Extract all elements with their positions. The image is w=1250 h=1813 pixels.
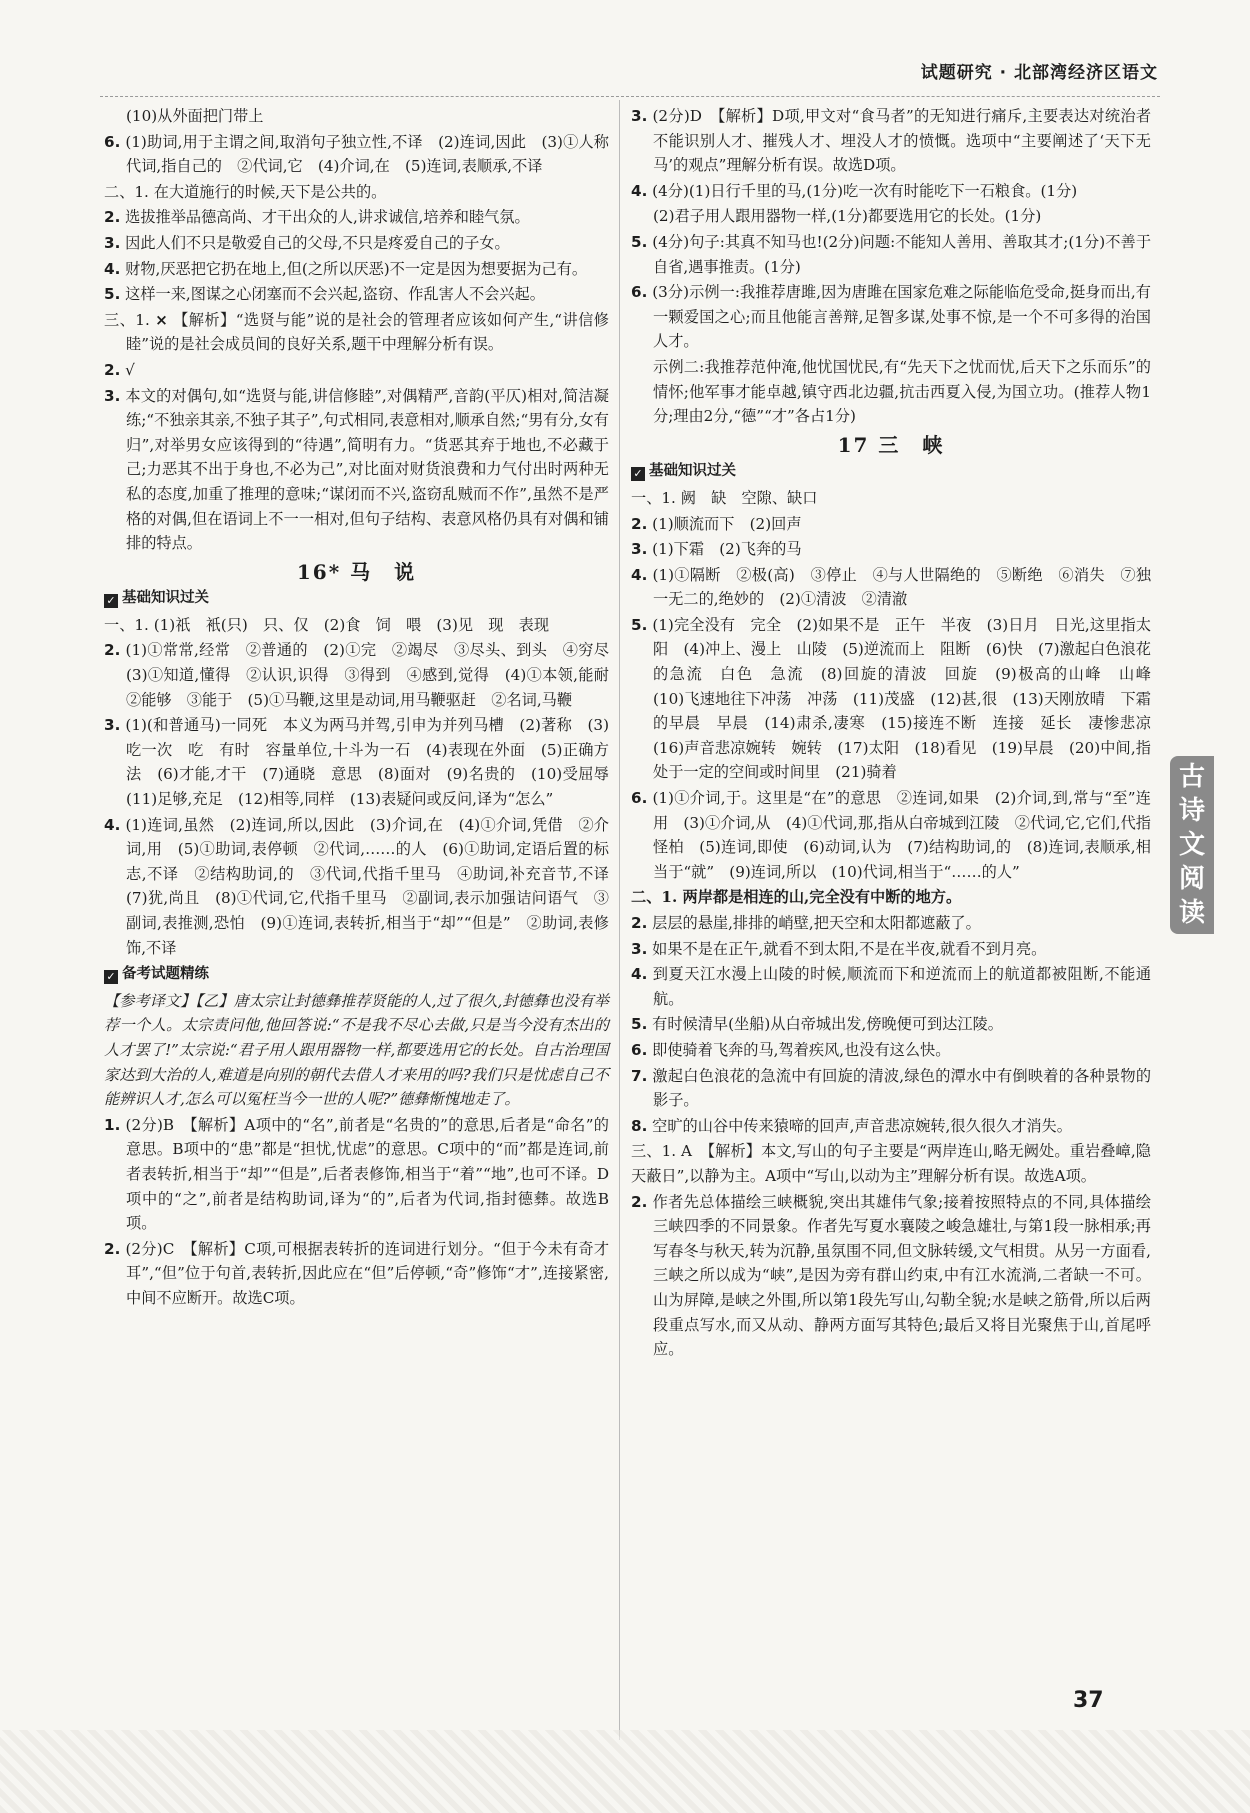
item-number: 3. <box>104 716 121 735</box>
section-title: 16* 马 说 <box>296 559 417 584</box>
right-column <box>631 104 1167 1363</box>
answer-item <box>631 563 1151 612</box>
item-number: 7. <box>631 1066 648 1085</box>
answer-item <box>104 358 609 383</box>
item-text: 财物,厌恶把它扔在地上,但(之所以厌恶)不一定是因为想要据为己有。 <box>125 259 588 278</box>
item-number: 6. <box>631 283 648 302</box>
item-text: (2分)B 【解析】A项中的“名”,前者是“名贵的”的意思,后者是“命名”的意思。B项中的“患”都是“担忧,忧虑”的意思。C项中的“而”都是连词,前者表转折,相当于“却”“但是”,后者表修饰,相当于“着”“地”,也可不译。D项中的“之”,前者是结构助词,译为“的”,后者为代词,指封德彝。故选B项。 <box>125 1115 609 1233</box>
item-text: 本文的对偶句,如“选贤与能,讲信修睦”,对偶精严,音韵(平仄)相对,简洁凝练;“不独亲其亲,不独子其子”,句式相同,表意相对,顺承自然;“男有分,女有归”,对举男女应该得到的“待遇”,简明有力。“货恶其弃于地也,不必藏于己;力恶其不出于身也,不必为己”,对比面对财货浪费和力气付出时两种无私的态度,加重了推理的意味;“谋闭而不兴,盗窃乱贼而不作”,虽然不是严格的对偶,但在语词上不一一相对,但句子结构、表意风格仍具有对偶和铺排的特点。 <box>125 386 609 553</box>
section-side-tab <box>1170 756 1214 934</box>
answer-item <box>104 282 609 307</box>
item-text: (4分)(1)日行千里的马,(1分)吃一次有时能吃下一石粮食。(1分) <box>652 181 1078 200</box>
answer-item <box>631 537 1151 562</box>
answer-item <box>631 1190 1151 1362</box>
item-text: 激起白色浪花的急流中有回旋的清波,绿色的潭水中有倒映着的各种景物的影子。 <box>652 1066 1152 1110</box>
answer-item <box>631 786 1151 884</box>
item-text: (1)①常常,经常 ②普通的 (2)①完 ②竭尽 ③尽头、到头 ④穷尽 (3)①知道,懂得 ②认识,识得 ③得到 ④感到,觉得 (4)①本领,能耐 ②能够 ③能于 (5)①马鞭,这里是动词,用马鞭驱赶 ②名词,马鞭 <box>125 641 625 709</box>
item-number: 5. <box>104 285 121 304</box>
item-number: 4. <box>104 259 121 278</box>
item-text: (1)完全没有 完全 (2)如果不是 正午 半夜 (3)日月 日光,这里指太阳 (4)冲上、漫上 山陵 (5)逆流而上 阻断 (6)快 (7)激起白色浪花的急流 白色 急流 (8)回旋的清波 回旋 (9)极高的山峰 山峰 (10)飞速地往下冲荡 冲荡 (11)茂盛 (12)甚,很 (13)天刚放晴 下霜的早晨 早晨 (14)肃杀,凄寒 (15)接连不断 连接 延长 凄惨悲凉 (16)声音悲凉婉转 婉转 (17)太阳 (18)看见 (19)早晨 (20)中间,指处于一定的空间或时间里 (21)骑着 <box>652 615 1167 782</box>
answer-item <box>104 638 625 712</box>
subheading <box>104 586 609 611</box>
item-number: 2. <box>631 1192 648 1211</box>
answer-item <box>631 1064 1151 1113</box>
item-number: 5. <box>631 615 648 634</box>
item-text: 这样一来,图谋之心闭塞而不会兴起,盗窃、作乱害人不会兴起。 <box>125 285 545 304</box>
answer-item: 二、1. 在大道施行的时候,天下是公共的。 <box>104 182 387 201</box>
subheading-text: 基础知识过关 <box>649 463 736 480</box>
item-number: 2. <box>104 1239 121 1258</box>
item-number: 2. <box>631 914 648 932</box>
answer-item <box>104 813 625 961</box>
footer-pattern <box>0 1730 1250 1813</box>
check-icon: ✓ <box>104 970 118 984</box>
item-text: 如果不是在正午,就看不到太阳,不是在半夜,就看不到月亮。 <box>652 939 1047 958</box>
answer-item <box>104 308 609 357</box>
item-prefix: 三、1. <box>104 310 156 329</box>
answer-item <box>631 280 1151 354</box>
item-number: 3. <box>104 386 121 405</box>
item-text: 因此人们不只是敬爱自己的父母,不只是疼爱自己的子女。 <box>125 233 510 252</box>
item-text: 作者先总体描绘三峡概貌,突出其雄伟气象;接着按照特点的不同,具体描绘三峡四季的不同景象。作者先写夏水襄陵之峻急雄壮,与第1段一脉相承;再写春冬与秋天,转为沉静,虽氛围不同,但文脉转缓,文气相贯。从另一方面看,三峡之所以成为“峡”,是因为旁有群山约束,中有江水流淌,二者缺一不可。山为屏障,是峡之外围,所以第1段先写山,勾勒全貌;水是峡之筋骨,所以后两段重点写水,而又从动、静两方面写其特色;最后又将目光聚焦于山,首尾呼应。 <box>652 1192 1151 1359</box>
item-number: 6. <box>104 132 121 151</box>
answer-line: 示例二:我推荐范仲淹,他忧国忧民,有“先天下之忧而忧,后天下之乐而乐”的情怀;他军事才能卓越,镇守西北边疆,抗击西夏入侵,为国立功。(推荐人物1分;理由2分,“德”“才”各占1分) <box>653 357 1151 426</box>
item-text: (1)助词,用于主谓之间,取消句子独立性,不译 (2)连词,因此 (3)①人称代词,指自己的 ②代词,它 (4)介词,在 (5)连词,表顺承,不译 <box>125 132 609 176</box>
answer-item <box>631 937 1151 962</box>
item-number: 2. <box>631 514 648 533</box>
answer-item <box>104 1113 609 1236</box>
side-tab-char: 诗 <box>1178 796 1205 826</box>
cross-mark: × <box>155 310 168 329</box>
item-number: 4. <box>631 181 648 200</box>
item-text: (3分)示例一:我推荐唐雎,因为唐雎在国家危难之际能临危受命,挺身而出,有一颗爱国之心;而且他能言善辩,足智多谋,处事不惊,是一个不可多得的治国人才。 <box>652 283 1151 351</box>
item-text: (1)(和普通马)一同死 本义为两马并驾,引申为并列马槽 (2)著称 (3)吃一次 吃 有时 容量单位,十斗为一石 (4)表现在外面 (5)正确方法 (6)才能,才干 (7)通晓 意思 (8)面对 (9)名贵的 (10)受屈辱 (11)足够,充足 (12)相等,同样 (13)表疑问或反问,译为“怎么” <box>125 716 625 809</box>
answer-item: 三、1. A 【解析】本文,写山的句子主要是“两岸连山,略无阙处。重岩叠嶂,隐天蔽日”,以静为主。A项中“写山,以动为主”理解分析有误。故选A项。 <box>631 1142 1151 1185</box>
item-number: 2. <box>104 208 121 227</box>
page-number: 37 <box>1073 1688 1104 1713</box>
answer-item <box>104 257 609 282</box>
side-tab-char: 阅 <box>1178 864 1205 894</box>
answer-item <box>104 205 609 230</box>
answer-item <box>631 1012 1151 1037</box>
header-divider <box>100 96 1160 97</box>
item-number: 2. <box>104 641 121 660</box>
column-divider <box>619 100 620 1740</box>
side-tab-char: 读 <box>1178 898 1205 928</box>
item-number: 4. <box>631 565 648 584</box>
item-text: 空旷的山谷中传来猿啼的回声,声音悲凉婉转,很久很久才消失。 <box>652 1116 1072 1135</box>
item-text: (2分)C 【解析】C项,可根据表转折的连词进行划分。“但于今未有奇才耳”,“但”位于句首,表转折,因此应在“但”后停顿,“奇”修饰“才”,连接紧密,中间不应断开。故选C项。 <box>125 1239 610 1307</box>
item-text: 到夏天江水漫上山陵的时候,顺流而下和逆流而上的航道都被阻断,不能通航。 <box>652 965 1152 1008</box>
answer-item <box>104 231 609 256</box>
item-number: 5. <box>631 232 648 251</box>
answer-line: (2)君子用人跟用器物一样,(1分)都要选用它的长处。(1分) <box>653 207 1042 226</box>
subheading-text: 基础知识过关 <box>122 590 209 607</box>
answer-item: 一、1. 阙 缺 空隙、缺口 <box>631 488 818 507</box>
item-number: 3. <box>631 107 648 125</box>
answer-item <box>631 512 1151 537</box>
answer-item <box>631 104 1151 178</box>
item-number: 3. <box>104 233 121 252</box>
item-number: 3. <box>631 939 648 958</box>
answer-item <box>104 713 625 811</box>
answer-item <box>631 613 1167 785</box>
item-number: 1. <box>104 1115 121 1134</box>
item-text: (1)顺流而下 (2)回声 <box>652 514 802 533</box>
item-text: 层层的悬崖,排排的峭壁,把天空和太阳都遮蔽了。 <box>652 914 981 932</box>
answer-item: 一、1. (1)祇 衹(只) 只、仅 (2)食 饲 喂 (3)见 现 表现 <box>104 615 550 634</box>
side-tab-char: 古 <box>1178 762 1205 792</box>
answer-item <box>631 179 1151 204</box>
item-text: (4分)句子:其真不知马也!(2分)问题:不能知人善用、善取其才;(1分)不善于自省,遇事推责。(1分) <box>652 232 1152 276</box>
item-text: (2分)D 【解析】D项,甲文对“食马者”的无知进行痛斥,主要表达对统治者不能识别人才、摧残人才、埋没人才的愤慨。选项中“主要阐述了‘天下无马’的观点”理解分析有误。故选D项。 <box>652 107 1152 175</box>
translation-paragraph: 【参考译文】【乙】唐太宗让封德彝推荐贤能的人,过了很久,封德彝也没有举荐一个人。太宗责问他,他回答说:“不是我不尽心去做,只是当今没有杰出的人才罢了!”太宗说:“君子用人跟用器物一样,都要选用它的长处。自古治理国家达到大治的人,难道是向别的朝代去借人才来用的吗?我们只是忧虑自己不能辨识人才,怎么可以冤枉当今一世的人呢?”德彝惭愧地走了。 <box>104 991 609 1109</box>
answer-item <box>631 911 1151 936</box>
answer-line: (10)从外面把门带上 <box>126 107 264 125</box>
answer-item <box>104 384 609 556</box>
check-icon: ✓ <box>104 594 118 608</box>
item-number: 4. <box>631 965 648 984</box>
item-number: 3. <box>631 540 648 559</box>
check-icon: ✓ <box>631 467 645 481</box>
item-text: 【解析】“选贤与能”说的是社会的管理者应该如何产生,“讲信修睦”说的是社会成员间的良好关系,题干中理解分析有误。 <box>126 310 609 354</box>
item-text: 有时候清早(坐船)从白帝城出发,傍晚便可到达江陵。 <box>652 1015 1003 1034</box>
item-text: 即使骑着飞奔的马,驾着疾风,也没有这么快。 <box>652 1040 951 1059</box>
subheading <box>104 962 609 987</box>
answer-item <box>104 130 609 179</box>
item-number: 4. <box>104 815 121 834</box>
item-text: (1)①介词,于。这里是“在”的意思 ②连词,如果 (2)介词,到,常与“至”连用 (3)①介词,从 (4)①代词,那,指从白帝城到江陵 ②代词,它,它们,代指怪柏 (5)连词,即使 (6)动词,认为 (7)结构助词,的 (8)连词,表顺承,相当于“就” (9)连词,所以 (10)代词,相当于“……的人” <box>652 789 1151 881</box>
item-text: (1)连词,虽然 (2)连词,所以,因此 (3)介词,在 (4)①介词,凭借 ②介词,用 (5)①助词,表停顿 ②代词,……的人 (6)①助词,定语后置的标志,不译 ②结构助词,的 ③代词,代指千里马 ④助词,补充音节,不译 (7)犹,尚且 (8)①代词,它,代指千里马 ②副词,表示加强诘问语气 ③副词,表推测,恐怕 (9)①连词,表转折,相当于“却”“但是” ②助词,表修饰,不译 <box>125 815 625 957</box>
item-text: (1)①隔断 ②极(高) ③停止 ④与人世隔绝的 ⑤断绝 ⑥消失 ⑦独一无二的,绝妙的 (2)①清波 ②清澈 <box>652 565 1152 609</box>
item-number: 8. <box>631 1116 648 1135</box>
item-number: 6. <box>631 1040 648 1059</box>
side-tab-char: 文 <box>1178 830 1205 860</box>
answer-item <box>104 1237 609 1311</box>
left-column <box>104 104 625 1312</box>
item-number: 2. <box>104 360 121 379</box>
item-text: 选拔推举品德高尚、才干出众的人,讲求诚信,培养和睦气氛。 <box>125 208 530 227</box>
answer-item: 二、1. 两岸都是相连的山,完全没有中断的地方。 <box>631 888 962 907</box>
section-title: 17 三 峡 <box>837 432 945 457</box>
item-number: 5. <box>631 1015 648 1034</box>
check-mark: √ <box>125 360 135 379</box>
answer-item <box>631 230 1151 279</box>
item-number: 6. <box>631 789 648 808</box>
answer-item <box>631 1038 1151 1063</box>
answer-item <box>631 1114 1151 1139</box>
subheading <box>631 459 1151 484</box>
subheading-text: 备考试题精练 <box>122 966 209 983</box>
running-header: 试题研究 · 北部湾经济区语文 <box>920 63 1158 83</box>
answer-item <box>631 962 1151 1011</box>
item-text: (1)下霜 (2)飞奔的马 <box>652 540 802 559</box>
